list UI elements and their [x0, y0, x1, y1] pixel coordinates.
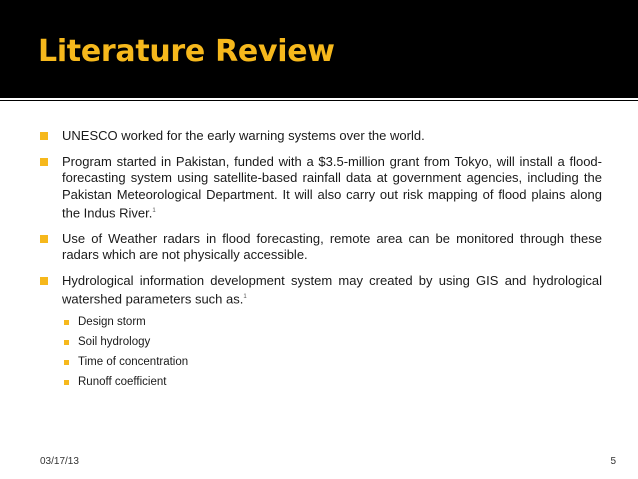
small-square-bullet-icon	[64, 360, 69, 365]
sub-bullet-text: Design storm	[78, 316, 146, 329]
small-square-bullet-icon	[64, 320, 69, 325]
bullet-item	[40, 128, 602, 145]
bullet-list	[40, 128, 602, 399]
bullet-text: Use of Weather radars in flood forecasting, remote area can be monitored through these radars which are not physically accessible.	[62, 230, 602, 263]
reference-marker: 1	[152, 208, 156, 214]
page-number: 5	[610, 456, 616, 467]
bullet-item	[40, 273, 602, 390]
sub-bullet-item	[62, 334, 602, 350]
slide-title: Literature Review	[38, 34, 335, 69]
bullet-text: Hydrological information development system may created by using GIS and hydrological watershed parameters such as.	[62, 272, 602, 307]
sub-bullet-list	[62, 314, 602, 390]
square-bullet-icon	[40, 235, 48, 243]
sub-bullet-item	[62, 354, 602, 370]
sub-bullet-text: Soil hydrology	[78, 336, 151, 349]
footer-date: 03/17/13	[40, 456, 79, 467]
bullet-item	[40, 231, 602, 264]
sub-bullet-text: Time of concentration	[78, 356, 189, 369]
square-bullet-icon	[40, 158, 48, 166]
bullet-item	[40, 154, 602, 222]
square-bullet-icon	[40, 277, 48, 285]
small-square-bullet-icon	[64, 340, 69, 345]
title-banner	[0, 0, 638, 98]
sub-bullet-item	[62, 374, 602, 390]
small-square-bullet-icon	[64, 380, 69, 385]
square-bullet-icon	[40, 132, 48, 140]
bullet-text: Program started in Pakistan, funded with a $3.5-million grant from Tokyo, will install a flood-forecasting system using satellite-based rainfall data at government agencies, including the Pakistan Meteorological Department. It will also carry out risk mapping of flood plains along the Indus River.	[62, 153, 602, 221]
reference-marker: 1	[243, 294, 247, 301]
sub-bullet-item	[62, 314, 602, 330]
header-divider	[0, 98, 638, 102]
sub-bullet-text: Runoff coefficient	[78, 376, 167, 389]
bullet-text: UNESCO worked for the early warning systems over the world.	[62, 128, 425, 143]
